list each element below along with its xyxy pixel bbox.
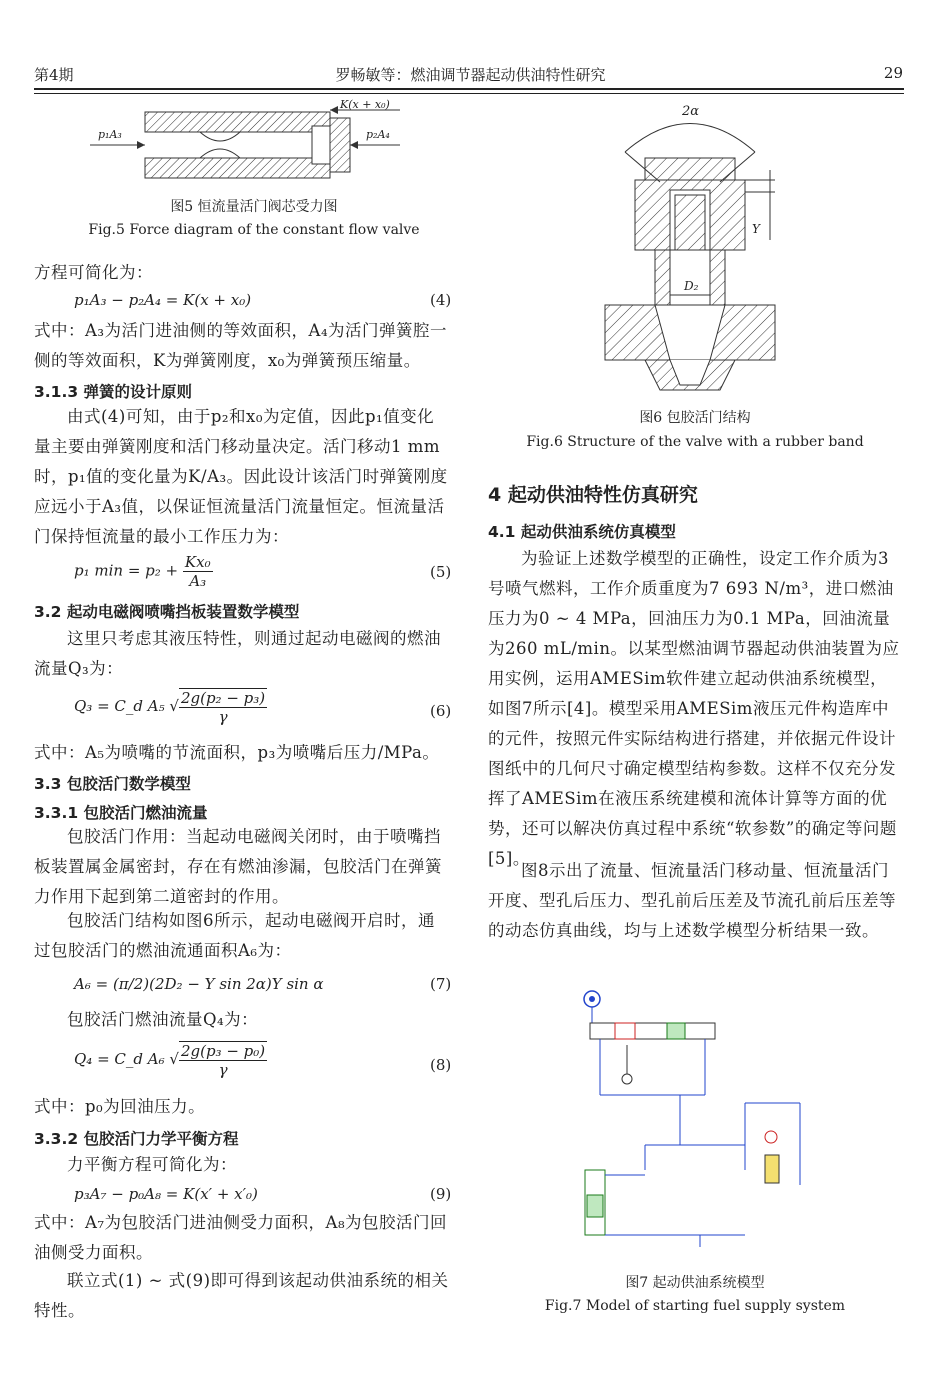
equation-4: p₁A₃ − p₂A₄ = K(x + x₀) (74, 291, 252, 309)
fig6-label-y: Y (752, 222, 760, 236)
equation-5-lhs: p₁ min = p₂ + (74, 561, 179, 580)
equation-8-lhs: Q₄ = C_d A₆ (74, 1050, 165, 1068)
left-paragraph-4: 这里只考虑其液压特性，则通过起动电磁阀的燃油流量Q₃为： (34, 629, 441, 678)
fig6-diagram (600, 100, 790, 400)
equation-8: Q₄ = C_d A₆ √ $\frac{\text{2g(p₃ − p₀)}}{\gamma}$ (74, 1042, 266, 1079)
equation-5-number: (5) (430, 563, 452, 581)
equation-8-number: (8) (430, 1056, 452, 1074)
fig5-label-left: p₁A₃ (98, 128, 122, 141)
left-paragraph-10: 力平衡方程可简化为： (67, 1155, 237, 1174)
equation-8-numerator: 2g(p₃ − p₀) (180, 1042, 266, 1060)
equation-6-denominator: γ (218, 708, 228, 726)
equation-9: p₃A₇ − p₀A₈ = K(x′ + x′₀) (74, 1185, 258, 1203)
fig6-label-angle: 2α (682, 104, 700, 119)
left-paragraph-7: 包胶活门结构如图6所示，起动电磁阀开启时，通过包胶活门的燃油流通面积A₆为： (34, 911, 435, 960)
equation-6-lhs: Q₃ = C_d A₅ (74, 697, 165, 715)
left-paragraph-5: 式中：A₅为喷嘴的节流面积，p₃为喷嘴后压力/MPa。 (34, 743, 440, 762)
fig5-label-right: p₂A₄ (366, 128, 390, 141)
equation-6-fraction (179, 688, 267, 726)
left-paragraph-3: 由式(4)可知，由于p₂和x₀为定值，因此p₁值变化量主要由弹簧刚度和活门移动量决定。活门移动1 mm时，p₁值的变化量为K/A₃。因此设计该活门时弹簧刚度应远小于A₃值，以保证恒流量活门流量恒定。恒流量活门保持恒流量的最小工作压力为： (34, 407, 448, 546)
equation-6: Q₃ = C_d A₅ √ $\frac{\text{2g(p₂ − p₃)}}{\gamma}$ (74, 689, 266, 726)
heading-3-3: 3.3 包胶活门数学模型 (34, 775, 191, 793)
running-title: 罗畅敏等：燃油调节器起动供油特性研究 (335, 66, 606, 84)
equation-9-number: (9) (430, 1185, 452, 1203)
heading-3-3-1: 3.3.1 包胶活门燃油流量 (34, 804, 208, 822)
heading-3-1-3: 3.1.3 弹簧的设计原则 (34, 383, 193, 401)
right-paragraph-2: 图8示出了流量、恒流量活门移动量、恒流量活门开度、型孔后压力、型孔前后压差及节流孔前后压差等的动态仿真曲线，均与上述数学模型分析结果一致。 (488, 861, 896, 940)
fig5-caption-cn: 图5 恒流量活门阀芯受力图 (170, 199, 338, 215)
fig5-caption-en: Fig.5 Force diagram of the constant flow valve (88, 222, 420, 238)
equation-5 (74, 553, 213, 590)
left-paragraph-9: 式中：p₀为回油压力。 (34, 1097, 206, 1116)
equation-7-number: (7) (430, 975, 452, 993)
fig7-caption-en: Fig.7 Model of starting fuel supply system (544, 1298, 846, 1314)
equation-6-number: (6) (430, 702, 452, 720)
equation-6-numerator: 2g(p₂ − p₃) (180, 689, 266, 707)
header-rule (34, 88, 904, 90)
equation-4-number: (4) (430, 291, 452, 309)
equation-5-denominator: A₃ (189, 572, 207, 590)
left-paragraph-12: 联立式(1) ~ 式(9)即可得到该起动供油系统的相关特性。 (34, 1271, 449, 1320)
equation-7: A₆ = (π/2)(2D₂ − Y sin 2α)Y sin α (74, 975, 324, 993)
equation-8-denominator: γ (218, 1061, 228, 1079)
fig6-caption-cn: 图6 包胶活门结构 (639, 410, 751, 426)
equation-8-fraction (179, 1041, 267, 1079)
heading-3-3-2: 3.3.2 包胶活门力学平衡方程 (34, 1130, 239, 1148)
equation-5-fraction (183, 553, 213, 590)
left-paragraph-8: 包胶活门燃油流量Q₄为： (67, 1010, 259, 1029)
left-paragraph-6: 包胶活门作用：当起动电磁阀关闭时，由于喷嘴挡板装置属金属密封，存在有燃油渗漏，包胶活门在弹簧力作用下起到第二道密封的作用。 (34, 827, 442, 906)
fig6-label-d2: D₂ (684, 279, 699, 293)
right-paragraph-1: 为验证上述数学模型的正确性，设定工作介质为3号喷气燃料，工作介质重度为7 693 N/m³，进口燃油压力为0 ~ 4 MPa，回油压力为0.1 MPa，回油流量为260 mL/min。以某型燃油调节器起动供油装置为应用实例，运用AMESim软件建立起动供油系统模型，如图7所示[4]。模型采用AMESim液压元件构造库中的元件，按照元件实际结构进行搭建，并依据元件设计图纸中的几何尺寸确定模型结构参数。这样不仅充分发挥了AMESim在液压系统建模和流体计算等方面的优势，还可以解决仿真过程中系统“软参数”的确定等问题[5]。 (488, 549, 900, 868)
fig5-label-force: K(x + x₀) (340, 98, 390, 111)
journal-issue: 第4期 (34, 66, 74, 84)
heading-4-1: 4.1 起动供油系统仿真模型 (488, 523, 676, 541)
left-paragraph-2: 式中：A₃为活门进油侧的等效面积，A₄为活门弹簧腔一侧的等效面积，K为弹簧刚度，x₀为弹簧预压缩量。 (34, 321, 448, 370)
heading-4: 4 起动供油特性仿真研究 (488, 484, 698, 506)
heading-3-2: 3.2 起动电磁阀喷嘴挡板装置数学模型 (34, 603, 300, 621)
fig7-caption-cn: 图7 起动供油系统模型 (625, 1275, 765, 1291)
header-rule-thin (34, 93, 904, 94)
page-number: 29 (883, 64, 903, 82)
fig6-caption-en: Fig.6 Structure of the valve with a rubber band (526, 434, 864, 450)
left-paragraph-1: 方程可简化为： (34, 263, 153, 282)
equation-5-numerator: Kx₀ (184, 553, 211, 571)
left-paragraph-11: 式中：A₇为包胶活门进油侧受力面积，A₈为包胶活门回油侧受力面积。 (34, 1213, 448, 1262)
fig7-diagram (575, 985, 815, 1250)
